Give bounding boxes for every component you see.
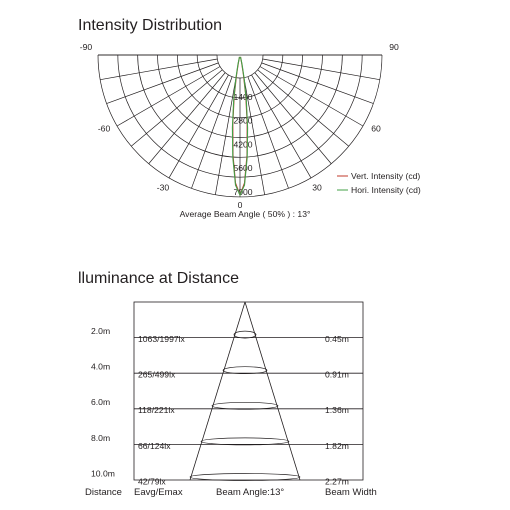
col-beam-width: Beam Width — [325, 487, 377, 498]
row-eavg-emax: 42/79lx — [138, 476, 166, 487]
table-rows — [91, 326, 363, 486]
table-frame — [134, 302, 363, 480]
radial-tick-labels — [233, 92, 252, 197]
row-beam-width: 1.82m — [325, 440, 349, 451]
polar-spoke — [169, 75, 229, 178]
polar-spoke — [117, 67, 220, 127]
angle-label-0: 0 — [237, 200, 243, 210]
row-eavg-emax: 1063/1997lx — [138, 334, 185, 344]
cone-ellipse — [212, 402, 278, 409]
polar-spoke — [131, 70, 222, 146]
row-eavg-emax: 265/499lx — [138, 369, 176, 380]
angle-label-neg30: -30 — [156, 182, 170, 193]
polar-spoke — [260, 67, 363, 127]
polar-spoke — [252, 75, 312, 178]
illuminance-title: lluminance at Distance — [78, 270, 239, 287]
row-distance: 6.0m — [91, 397, 111, 408]
row-beam-width: 2.27m — [325, 476, 349, 487]
cone-ellipse — [234, 331, 256, 338]
col-beam-angle: Beam Angle:13° — [216, 487, 285, 498]
beam-angle-note: Average Beam Angle ( 50% ) : 13° — [179, 209, 311, 219]
row-distance: 2.0m — [91, 326, 111, 336]
row-distance: 10.0m — [91, 468, 115, 479]
angle-label-neg60: -60 — [97, 123, 111, 134]
legend-label-hori: Hori. Intensity (cd) — [351, 185, 421, 195]
polar-spoke — [255, 73, 331, 164]
radial-tick-label: 2800 — [233, 115, 253, 126]
polar-spoke — [258, 70, 349, 146]
row-beam-width: 0.91m — [325, 369, 349, 380]
angle-label-neg90: -90 — [79, 42, 93, 52]
row-eavg-emax: 66/124lx — [138, 440, 171, 451]
legend-label-vert: Vert. Intensity (cd) — [351, 171, 421, 181]
beam-cone — [190, 302, 300, 481]
cone-edge-left — [190, 302, 245, 480]
row-distance: 8.0m — [91, 432, 111, 443]
row-beam-width: 1.36m — [325, 405, 349, 416]
row-beam-width: 0.45m — [325, 334, 349, 344]
angle-label-60: 60 — [371, 123, 381, 134]
col-eavg-emax: Eavg/Emax — [134, 487, 183, 498]
row-distance: 4.0m — [91, 361, 111, 372]
cone-ellipse — [201, 438, 289, 445]
radial-tick-label: 1400 — [233, 91, 253, 102]
angle-label-90: 90 — [389, 42, 399, 52]
angle-label-30: 30 — [312, 182, 322, 193]
illuminance-table — [91, 302, 363, 486]
intensity-distribution-title: Intensity Distribution — [78, 17, 223, 34]
cone-ellipse — [190, 474, 300, 481]
cone-ellipse — [223, 367, 267, 374]
legend — [337, 171, 421, 195]
row-eavg-emax: 118/221lx — [138, 405, 175, 416]
radial-tick-label: 5600 — [233, 163, 253, 174]
polar-spoke — [149, 73, 225, 164]
radial-tick-label: 4200 — [233, 139, 253, 150]
cone-edge-right — [245, 302, 300, 480]
col-distance: Distance — [85, 487, 122, 498]
radial-tick-label: 7000 — [233, 187, 253, 197]
